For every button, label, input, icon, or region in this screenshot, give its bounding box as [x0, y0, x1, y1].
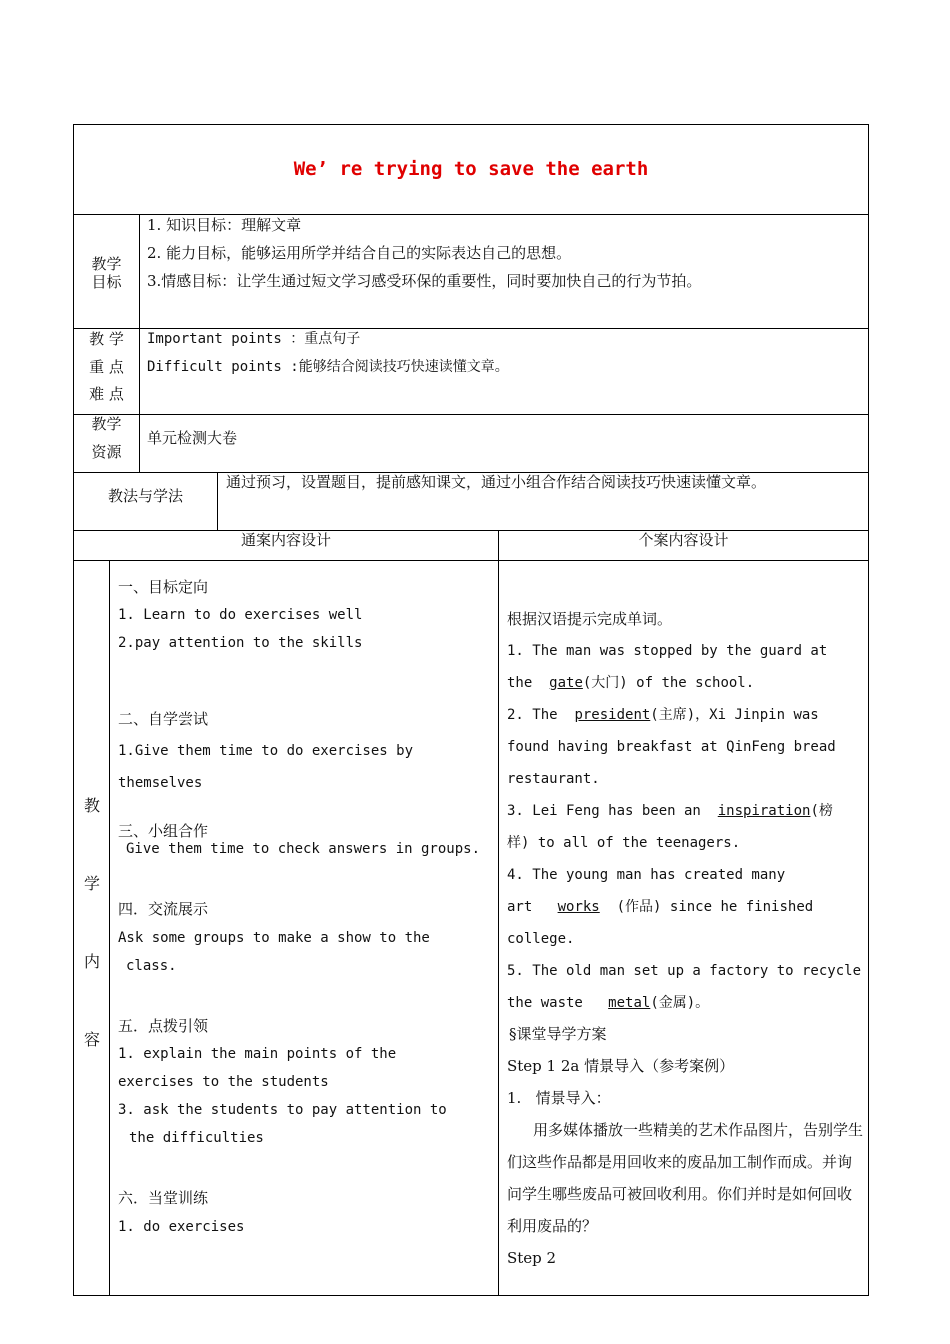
section-show-line-2: class. — [126, 958, 177, 974]
common-design-header: 通案内容设计 — [240, 531, 331, 549]
section-practice-line-1: 1. do exercises — [118, 1219, 245, 1235]
page-title: We’ re trying to save the earth — [293, 158, 649, 180]
exercise-4-line-1: 4. The young man has created many — [507, 867, 786, 883]
objective-item-3: 3.情感目标：让学生通过短文学习感受环保的重要性，同时要加快自己的行为节拍。 — [147, 272, 702, 290]
content-label-divider — [109, 560, 110, 1295]
section-goal-line-2: 2.pay attention to the skills — [118, 635, 363, 651]
exercise-3-line-1 — [507, 801, 833, 821]
resources-label-2: 资源 — [91, 443, 122, 461]
exercise-5-line-1: 5. The old man set up a factory to recycle — [507, 963, 862, 979]
row-divider-columns — [73, 560, 869, 561]
class-plan-heading: §课堂导学方案 — [509, 1025, 607, 1043]
exercise-5-suffix: (金属)。 — [650, 995, 710, 1011]
section-selfstudy-line-1: 1.Give them time to do exercises by — [118, 743, 414, 759]
methods-label-divider — [217, 472, 218, 530]
step-1-item-text: 情景导入： — [535, 1089, 611, 1107]
section-selfstudy-title: 二、自学尝试 — [118, 710, 209, 728]
section-guide-line-2: exercises to the students — [118, 1074, 329, 1090]
exercise-1-answer: gate — [549, 675, 583, 691]
label-column-divider — [139, 214, 140, 472]
keypoints-label-3: 难 点 — [89, 385, 124, 403]
exercise-2-suffix: (主席)，Xi Jinpin was — [650, 707, 819, 723]
exercise-2-answer: president — [574, 707, 651, 723]
section-goal-title: 一、目标定向 — [118, 578, 209, 596]
exercise-1-line-1: 1. The man was stopped by the guard at — [507, 643, 828, 659]
difficult-points: Difficult points :能够结合阅读技巧快速读懂文章。 — [147, 359, 509, 375]
exercise-3-answer: inspiration — [717, 803, 811, 819]
methods-value: 通过预习，设置题目，提前感知课文，通过小组合作结合阅读技巧快速读懂文章。 — [226, 473, 767, 491]
section-show-line-1: Ask some groups to make a show to the — [118, 930, 430, 946]
section-show-title: 四．交流展示 — [118, 900, 209, 918]
exercise-1-prefix: the — [507, 675, 533, 691]
step-1-heading: Step 1 2a 情景导入（参考案例） — [507, 1057, 735, 1075]
table-border-right — [868, 124, 869, 1296]
exercise-5-prefix: the waste — [507, 995, 583, 1011]
section-guide-line-1: 1. explain the main points of the — [118, 1046, 397, 1062]
exercise-3-suffix: (榜 — [810, 803, 833, 819]
exercise-1-line-2 — [507, 673, 754, 693]
section-goal-line-1: 1. Learn to do exercises well — [118, 607, 363, 623]
exercise-2-prefix: 2. The — [507, 707, 558, 723]
step-1-item — [507, 1088, 611, 1108]
section-practice-title: 六．当堂训练 — [118, 1189, 209, 1207]
keypoints-label-1: 教 学 — [89, 330, 124, 348]
exercise-4-answer: works — [557, 899, 600, 915]
table-border-top — [73, 124, 869, 125]
row-divider-keypoints — [73, 414, 869, 415]
objectives-label-2: 目标 — [91, 273, 122, 291]
content-label-4: 容 — [83, 1030, 100, 1049]
exercise-2-line-3: restaurant. — [507, 771, 600, 787]
exercise-4-prefix: art — [507, 899, 533, 915]
table-border-left — [73, 124, 74, 1296]
individual-design-header: 个案内容设计 — [638, 531, 729, 549]
exercise-4-line-2 — [507, 897, 813, 917]
section-guide-title: 五．点拨引领 — [118, 1017, 209, 1035]
methods-label: 教法与学法 — [107, 487, 183, 505]
exercise-intro: 根据汉语提示完成单词。 — [507, 610, 673, 628]
section-group-title: 三、小组合作 — [118, 822, 209, 840]
section-guide-line-3: 3. ask the students to pay attention to — [118, 1102, 447, 1118]
exercise-2-line-1 — [507, 705, 819, 725]
keypoints-label-2: 重 点 — [89, 358, 124, 376]
table-border-bottom — [73, 1295, 869, 1296]
resources-label-1: 教学 — [91, 415, 122, 433]
objectives-label-1: 教学 — [91, 255, 122, 273]
exercise-5-line-2 — [507, 993, 709, 1013]
section-group-line-1: Give them time to check answers in groups. — [126, 841, 481, 857]
content-label-2: 学 — [83, 874, 100, 893]
exercise-4-line-3: college. — [507, 931, 575, 947]
resources-value: 单元检测大卷 — [147, 429, 238, 447]
exercise-5-answer: metal — [608, 995, 651, 1011]
objective-item-1: 1. 知识目标：理解文章 — [147, 216, 302, 234]
step-2-heading: Step 2 — [507, 1249, 557, 1267]
exercise-2-line-2: found having breakfast at QinFeng bread — [507, 739, 836, 755]
exercise-4-suffix: (作品) since he finished — [616, 899, 814, 915]
section-selfstudy-line-2: themselves — [118, 775, 203, 791]
important-points: Important points ：重点句子 — [147, 331, 361, 347]
objective-item-2: 2. 能力目标，能够运用所学并结合自己的实际表达自己的思想。 — [147, 244, 572, 262]
column-divider — [498, 530, 499, 1295]
content-label-1: 教 — [83, 796, 100, 815]
exercise-3-line-2: 样) to all of the teenagers. — [507, 835, 741, 851]
step-1-item-number: 1. — [507, 1089, 522, 1107]
exercise-1-suffix: (大门) of the school. — [582, 675, 755, 691]
exercise-3-prefix: 3. Lei Feng has been an — [507, 803, 701, 819]
content-label-3: 内 — [83, 952, 100, 971]
scenario-paragraph: 用多媒体播放一些精美的艺术作品图片，告别学生们这些作品都是用回收来的废品加工制作而成。并询问学生哪些废品可被回收利用。你们并时是如何回收利用废品的？ — [507, 1121, 864, 1235]
section-guide-line-4: the difficulties — [129, 1130, 264, 1146]
